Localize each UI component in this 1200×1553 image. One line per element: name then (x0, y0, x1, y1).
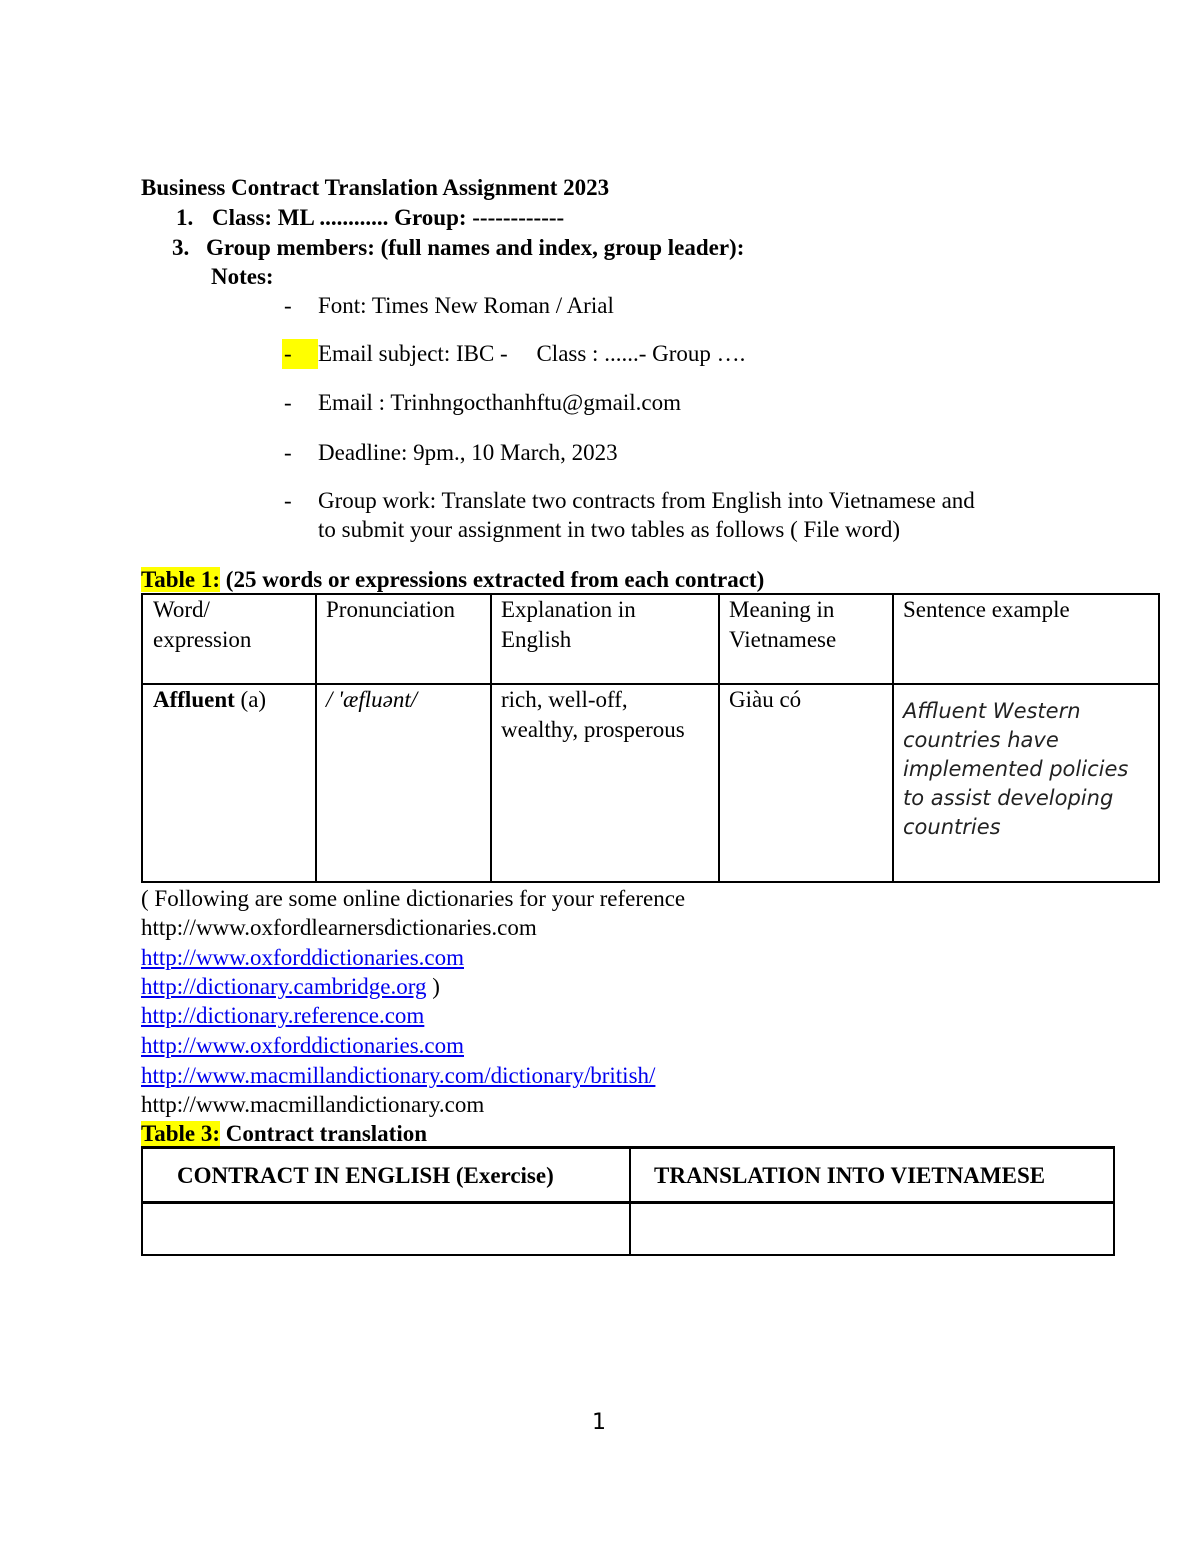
reference-link-oxforddictionaries[interactable] (141, 943, 464, 973)
word-part-of-speech: (a) (234, 687, 267, 712)
group-members-line: Group members: (full names and index, group leader): (206, 235, 745, 260)
link-oxforddictionaries-2[interactable]: http://www.oxforddictionaries.com (141, 1033, 464, 1058)
cell-pronunciation: / 'æfluənt/ (326, 687, 418, 712)
table-row-divider (143, 1201, 1113, 1204)
header-explanation-line2: English (501, 627, 572, 652)
header-meaning-line1: Meaning in (729, 597, 835, 622)
header-meaning-line2: Vietnamese (729, 627, 837, 652)
references-close-paren: ) (426, 974, 440, 999)
reference-oxford-learners: http://www.oxfordlearnersdictionaries.com (141, 915, 537, 940)
list-item-number-1: 1. (176, 205, 194, 230)
class-group-line: Class: ML ............ Group: ------------ (212, 205, 565, 230)
table-divider (718, 595, 720, 881)
header-explanation (501, 595, 636, 655)
references-intro: ( Following are some online dictionaries for your reference (141, 886, 686, 911)
header-word-expression (153, 595, 251, 655)
link-oxforddictionaries[interactable]: http://www.oxforddictionaries.com (141, 945, 464, 970)
reference-link-reference[interactable] (141, 1001, 424, 1031)
note-group-work-continued: to submit your assignment in two tables as follows ( File word) (318, 517, 900, 542)
explanation-line1: rich, well-off, (501, 687, 628, 712)
reference-link-oxforddictionaries-2[interactable] (141, 1031, 464, 1061)
header-pronunciation: Pronunciation (326, 597, 456, 622)
header-sentence-example: Sentence example (903, 597, 1070, 622)
table1-caption (141, 565, 764, 595)
note-email-subject: Email subject: IBC - Class : ......- Group …. (318, 341, 746, 366)
header-meaning (729, 595, 836, 655)
vocabulary-table (141, 593, 1160, 883)
reference-macmillan: http://www.macmillandictionary.com (141, 1092, 485, 1117)
link-cambridge[interactable]: http://dictionary.cambridge.org (141, 974, 427, 999)
header-translation-vietnamese: TRANSLATION INTO VIETNAMESE (654, 1163, 1046, 1188)
note-bullet: - (284, 488, 292, 513)
page-number: 1 (592, 1410, 606, 1435)
reference-link-macmillan-british[interactable] (141, 1061, 655, 1091)
translation-table (141, 1146, 1115, 1256)
cell-meaning: Giàu có (729, 687, 802, 712)
cell-explanation (501, 685, 685, 745)
table1-label: Table 1: (141, 567, 221, 592)
table3-label: Table 3: (141, 1121, 221, 1146)
note-group-work: Group work: Translate two contracts from English into Vietnamese and (318, 488, 975, 513)
header-word-line1: Word/ (153, 597, 210, 622)
table-divider (892, 595, 894, 881)
header-contract-in-english: CONTRACT IN ENGLISH (Exercise) (177, 1163, 554, 1188)
note-font: Font: Times New Roman / Arial (318, 293, 614, 318)
table3-caption (141, 1119, 427, 1149)
header-explanation-line1: Explanation in (501, 597, 636, 622)
note-bullet-highlighted: - (282, 339, 318, 369)
note-bullet: - (284, 390, 292, 415)
note-bullet: - (284, 440, 292, 465)
link-dictionary-reference[interactable]: http://dictionary.reference.com (141, 1003, 425, 1028)
table1-caption-text: (25 words or expressions extracted from each contract) (220, 567, 765, 592)
link-macmillan-british[interactable]: http://www.macmillandictionary.com/dictionary/british/ (141, 1063, 656, 1088)
note-deadline: Deadline: 9pm., 10 March, 2023 (318, 440, 618, 465)
word-term: Affluent (153, 687, 235, 712)
cell-word (153, 685, 266, 715)
explanation-line2: wealthy, prosperous (501, 717, 685, 742)
table-divider (490, 595, 492, 881)
header-word-line2: expression (153, 627, 252, 652)
cell-sentence-example: Affluent Western countries have implemented policies to assist developing countries (903, 699, 1129, 839)
table-divider (315, 595, 317, 881)
document-title: Business Contract Translation Assignment 2023 (141, 175, 610, 200)
note-bullet: - (284, 293, 292, 318)
notes-label: Notes: (211, 264, 274, 289)
table3-caption-text: Contract translation (220, 1121, 428, 1146)
list-item-number-3: 3. (172, 235, 190, 260)
note-email: Email : Trinhngocthanhftu@gmail.com (318, 390, 681, 415)
reference-link-cambridge (141, 972, 440, 1002)
